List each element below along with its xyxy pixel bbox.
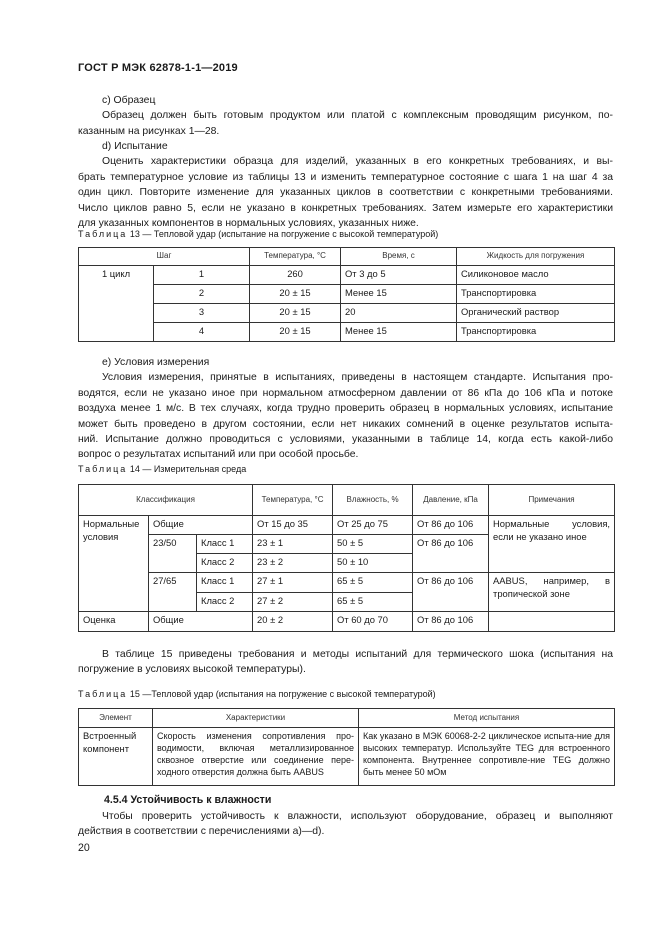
table-cell: 27 ± 2: [253, 593, 333, 612]
table-cell: 3: [154, 303, 250, 322]
table-cell: Класс 2: [197, 554, 253, 573]
table-cell: 50 ± 5: [333, 535, 413, 554]
table-cell: Менее 15: [341, 322, 457, 341]
table-cell: Класс 1: [197, 535, 253, 554]
table13-header-temp: Температура, °С: [250, 248, 341, 266]
table-cell: От 86 до 106: [413, 535, 489, 573]
table-cell: [489, 612, 615, 632]
table-cell: 20 ± 15: [250, 303, 341, 322]
table15: [78, 708, 615, 786]
table15-header-method: Метод испытания: [359, 709, 615, 728]
table-cell: Скорость изменения сопротивления про-водимости, включая металлизированное сквозное отверстие или соединение пере-ходного отверстия должна быть AABUS: [153, 728, 359, 786]
table-cell: Класс 2: [197, 593, 253, 612]
table-cell: Как указано в МЭК 60068-2-2 циклическое испыта-ние для высоких температур. Используйте TEG для встроенного компонента. Внутреннее сопротивле-ние TEG должно быть менее 50 мОм: [359, 728, 615, 786]
table-cell: 27 ± 1: [253, 573, 333, 593]
table13: [78, 247, 615, 342]
text-line: Чтобы проверить устойчивость к влажности, используют оборудование, образец и выполняют: [102, 811, 613, 822]
table-cell: От 60 до 70: [333, 612, 413, 632]
table15-header-element: Элемент: [79, 709, 153, 728]
table13-header-liquid: Жидкость для погружения: [457, 248, 615, 266]
caption-text: 15 —Тепловой удар (испытания на погружение с высокой температурой): [129, 689, 436, 699]
table-cell: Силиконовое масло: [457, 265, 615, 284]
table14-header-class: Классификация: [79, 485, 253, 516]
table14-caption: [78, 464, 246, 474]
table13-header-step: Шаг: [79, 248, 250, 266]
paragraph-c: [78, 93, 613, 139]
table-cell: 2: [154, 284, 250, 303]
caption-label: Таблица: [78, 464, 128, 474]
table-cell: 65 ± 5: [333, 593, 413, 612]
text-line: может быть проведено в другом состоянии, если нет никаких сомнений в оценке результатов испыта-: [78, 418, 613, 430]
caption-label: Таблица: [78, 689, 128, 699]
table-cell: От 25 до 75: [333, 516, 413, 535]
table-cell: 23/50: [149, 535, 197, 573]
text-line: один цикл. Повторите изменение для указанных циклов в соответствии с конкретными требованиями.: [78, 187, 613, 199]
table-cell: Общие: [149, 516, 253, 535]
table15-caption: [78, 689, 436, 699]
table-cell: 1: [154, 265, 250, 284]
caption-text: 14 — Измерительная среда: [129, 464, 247, 474]
table-cell: 23 ± 1: [253, 535, 333, 554]
table-cell: 20 ± 15: [250, 284, 341, 303]
text-line: В таблице 15 приведены требования и методы испытаний для термического шока (испытания на: [102, 649, 613, 660]
text-line: ний. Испытание должно проводиться с условиями, указанными в таблице 14, когда есть какой-либо: [78, 434, 613, 446]
table14-header-humidity: Влажность, %: [333, 485, 413, 516]
table-cell: От 3 до 5: [341, 265, 457, 284]
table-cell: 20: [341, 303, 457, 322]
table14: [78, 484, 615, 632]
table-cell: 65 ± 5: [333, 573, 413, 593]
table14-header-pressure: Давление, кПа: [413, 485, 489, 516]
text-line: погружение в условиях высокой температуры).: [78, 664, 306, 676]
paragraph-d: [78, 139, 613, 231]
paragraph-e-head: e) Условия измерения: [102, 357, 210, 368]
table-cell: Транспортировка: [457, 322, 615, 341]
table14-header-notes: Примечания: [489, 485, 615, 516]
table-row: [79, 728, 615, 786]
text-line: Условия измерения, принятые в испытаниях, приведены в настоящем стандарте. Испытания про-: [102, 372, 613, 384]
table-cell: 4: [154, 322, 250, 341]
paragraph-454: [78, 809, 613, 840]
table-cell: Встроенный компонент: [79, 728, 153, 786]
text-line: для указанных компонентов в нормальных условиях, указанных ниже.: [78, 218, 419, 230]
table-row: [79, 303, 615, 322]
text-line: воздуха менее 1 м/с. В тех случаях, когда трудно проверить образец в нормальных условиях, испытание: [78, 403, 613, 415]
table-row: [79, 573, 615, 593]
text-line: казанным на рисунках 1—28.: [78, 125, 220, 137]
cycle-cell: 1 цикл: [79, 265, 154, 341]
page-number: 20: [78, 842, 90, 854]
normal-conditions-cell: Нормальные условия: [79, 516, 149, 612]
table-row: [79, 265, 615, 284]
table-cell: 27/65: [149, 573, 197, 612]
table-cell: Оценка: [79, 612, 149, 632]
paragraph-e: [78, 355, 613, 463]
text-line: Образец должен быть готовым продуктом или платой с комплексным проводящим рисунком, по-: [102, 110, 613, 122]
text-line: действия в соответствии с перечислениями а)—d).: [78, 826, 325, 838]
table-cell: Общие: [149, 612, 253, 632]
caption-label: Таблица: [78, 229, 128, 239]
table14-header-temp: Температура, °С: [253, 485, 333, 516]
document-header: ГОСТ Р МЭК 62878-1-1—2019: [78, 62, 238, 74]
table-row: [79, 284, 615, 303]
paragraph-d-head: d) Испытание: [102, 141, 168, 152]
table-cell: Менее 15: [341, 284, 457, 303]
table-cell: От 15 до 35: [253, 516, 333, 535]
table-cell: От 86 до 106: [413, 573, 489, 612]
table-row: [79, 322, 615, 341]
table-cell: Транспортировка: [457, 284, 615, 303]
table-row: [79, 612, 615, 632]
table-cell: Класс 1: [197, 573, 253, 593]
table13-caption: [78, 229, 438, 239]
text-line: Оценить характеристики образца для изделий, указанных в его конкретных требованиях, и вы-: [102, 156, 613, 168]
text-line: водятся, если не указано иное при нормальном атмосферном давлении от 86 кПа до 106 кПа и потоке: [78, 387, 613, 399]
note-cell: AABUS, например, в тропической зоне: [489, 573, 615, 612]
table-cell: 50 ± 10: [333, 554, 413, 573]
section-heading: 4.5.4 Устойчивость к влажности: [104, 794, 272, 806]
paragraph-c-head: c) Образец: [102, 95, 156, 106]
text-line: брать температурное условие из таблицы 13 и изменить температурное состояние с шага 1 на шаг 4 за: [78, 171, 613, 183]
table15-header-characteristics: Характеристики: [153, 709, 359, 728]
text-line: вопрос о результатах испытаний или при особой просьбе.: [78, 449, 359, 461]
caption-text: 13 — Тепловой удар (испытание на погружение с высокой температурой): [129, 229, 439, 239]
table-cell: 23 ± 2: [253, 554, 333, 573]
table13-header-time: Время, с: [341, 248, 457, 266]
text-line: Число циклов равно 5, если не указано в конкретных требованиях. Затем измерьте его характеристики: [78, 202, 613, 214]
table-cell: 20 ± 15: [250, 322, 341, 341]
table-cell: От 86 до 106: [413, 516, 489, 535]
table-row: [79, 516, 615, 535]
note-cell: Нормальные условия, если не указано иное: [489, 516, 615, 573]
table-cell: 20 ± 2: [253, 612, 333, 632]
paragraph-table15-intro: [78, 647, 613, 678]
table-cell: 260: [250, 265, 341, 284]
table-cell: Органический раствор: [457, 303, 615, 322]
table-cell: От 86 до 106: [413, 612, 489, 632]
